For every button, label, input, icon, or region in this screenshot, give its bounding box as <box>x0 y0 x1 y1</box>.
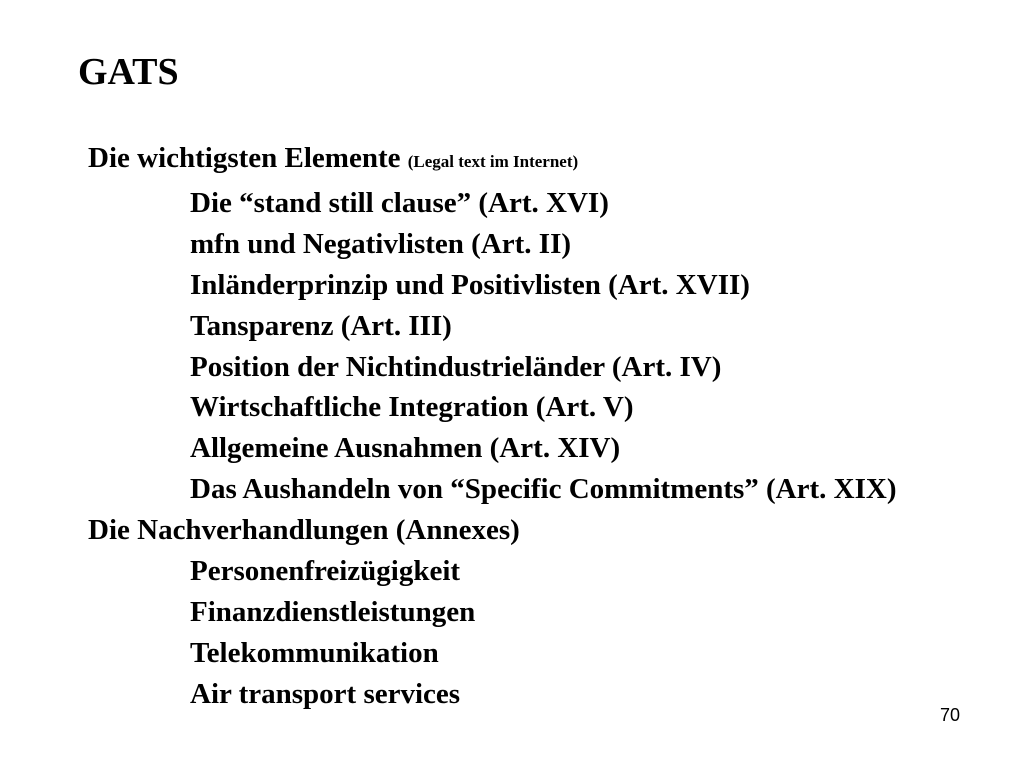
list-item: Das Aushandeln von “Specific Commitments” (Art. XIX) <box>190 473 897 506</box>
list-item: Position der Nichtindustrieländer (Art. IV) <box>190 350 722 383</box>
list-item: Personenfreizügigkeit <box>190 555 461 588</box>
list-item: Finanzdienstleistungen <box>190 595 476 628</box>
list-item: Allgemeine Ausnahmen (Art. XIV) <box>190 432 621 465</box>
section-heading-elements-text: Die wichtigsten Elemente <box>88 142 401 174</box>
page-number: 70 <box>939 705 961 725</box>
list-item: Die “stand still clause” (Art. XVI) <box>190 186 609 219</box>
list-item: mfn und Negativlisten (Art. II) <box>190 227 572 260</box>
list-item: Tansparenz (Art. III) <box>190 309 452 342</box>
list-item: Telekommunikation <box>190 636 439 669</box>
section-heading-elements <box>88 138 896 183</box>
outline <box>88 138 896 715</box>
list-item: Air transport services <box>190 677 461 710</box>
legal-text-note: (Legal text im Internet) <box>407 152 579 171</box>
section-heading-annexes: Die Nachverhandlungen (Annexes) <box>88 514 520 547</box>
list-item: Wirtschaftliche Integration (Art. V) <box>190 391 634 424</box>
slide-title: GATS <box>78 51 179 93</box>
list-item: Inländerprinzip und Positivlisten (Art. XVII) <box>190 268 750 301</box>
